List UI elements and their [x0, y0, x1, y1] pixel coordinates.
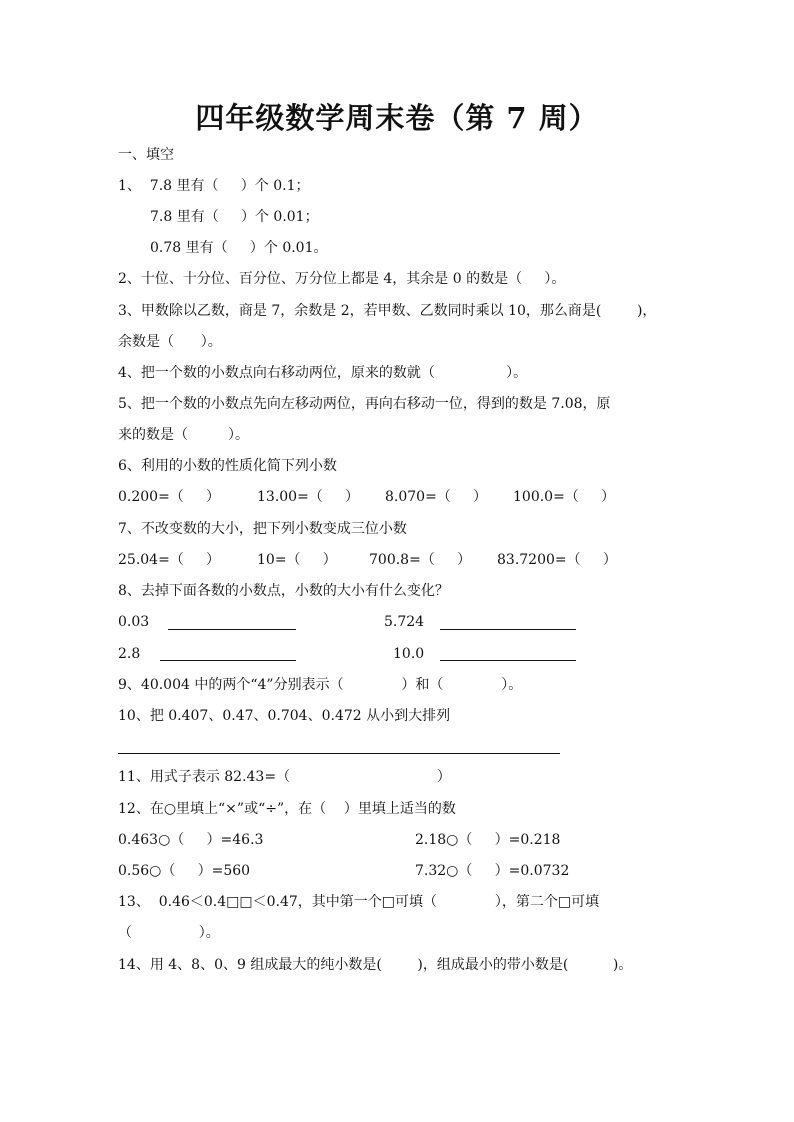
- question-1b: 7.8 里有（ ）个 0.01；: [150, 209, 319, 225]
- question-3a: 3、甲数除以乙数，商是 7，余数是 2，若甲数、乙数同时乘以 10，那么商是( )，: [118, 303, 657, 319]
- question-6-title: 6、利用的小数的性质化简下列小数: [118, 458, 337, 474]
- q12-item: 0.463○（ ）=46.3: [118, 832, 264, 848]
- q8-number: 10.0: [393, 646, 425, 662]
- q7-item: 10=（ ）: [257, 552, 337, 568]
- question-11: 11、用式子表示 82.43=（ ）: [118, 769, 451, 785]
- question-14: 14、用 4、8、0、9 组成最大的纯小数是( )，组成最小的带小数是( )。: [118, 957, 633, 973]
- q12-item: 0.56○（ ）=560: [118, 863, 251, 879]
- question-13a: 13、 0.46＜0.4□□＜0.47，其中第一个□可填（ ），第二个□可填: [118, 894, 600, 910]
- question-2: 2、十位、十分位、百分位、万分位上都是 4，其余是 0 的数是（ ）。: [118, 271, 566, 287]
- q12-item: 7.32○（ ）=0.0732: [415, 863, 570, 879]
- question-1c: 0.78 里有（ ）个 0.01。: [150, 240, 328, 256]
- question-10: 10、把 0.407、0.47、0.704、0.472 从小到大排列: [118, 708, 451, 724]
- question-12-title: 12、在○里填上“×”或“÷”，在（ ）里填上适当的数: [118, 801, 456, 817]
- page-title: 四年级数学周末卷（第 7 周）: [195, 101, 599, 135]
- q7-item: 25.04=（ ）: [118, 552, 221, 568]
- answer-line[interactable]: [160, 660, 296, 661]
- q6-item: 0.200=（ ）: [118, 489, 221, 505]
- q12-item: 2.18○（ ）=0.218: [415, 832, 561, 848]
- question-7-title: 7、不改变数的大小，把下列小数变成三位小数: [118, 521, 407, 537]
- q6-item: 100.0=（ ）: [513, 489, 616, 505]
- q8-number: 5.724: [384, 614, 425, 630]
- answer-line[interactable]: [118, 753, 560, 754]
- question-3b: 余数是（ ）。: [118, 334, 222, 350]
- answer-line[interactable]: [440, 629, 576, 630]
- answer-line[interactable]: [168, 629, 296, 630]
- q8-number: 2.8: [118, 646, 141, 662]
- question-5b: 来的数是（ ）。: [118, 427, 250, 443]
- question-1a: 1、 7.8 里有（ ）个 0.1；: [118, 178, 310, 194]
- q7-item: 83.7200=（ ）: [497, 552, 617, 568]
- question-13b: （ ）。: [118, 925, 220, 941]
- answer-line[interactable]: [440, 660, 576, 661]
- q6-item: 13.00=（ ）: [257, 489, 360, 505]
- q6-item: 8.070=（ ）: [385, 489, 488, 505]
- q8-number: 0.03: [118, 614, 150, 630]
- question-8-title: 8、去掉下面各数的小数点，小数的大小有什么变化？: [118, 583, 449, 599]
- question-9: 9、40.004 中的两个“4”分别表示（ ）和（ ）。: [118, 677, 523, 693]
- section-heading: 一、填空: [118, 147, 174, 163]
- q7-item: 700.8=（ ）: [369, 552, 472, 568]
- question-4: 4、把一个数的小数点向右移动两位，原来的数就（ ）。: [118, 365, 528, 381]
- question-5a: 5、把一个数的小数点先向左移动两位，再向右移动一位，得到的数是 7.08，原: [118, 396, 611, 412]
